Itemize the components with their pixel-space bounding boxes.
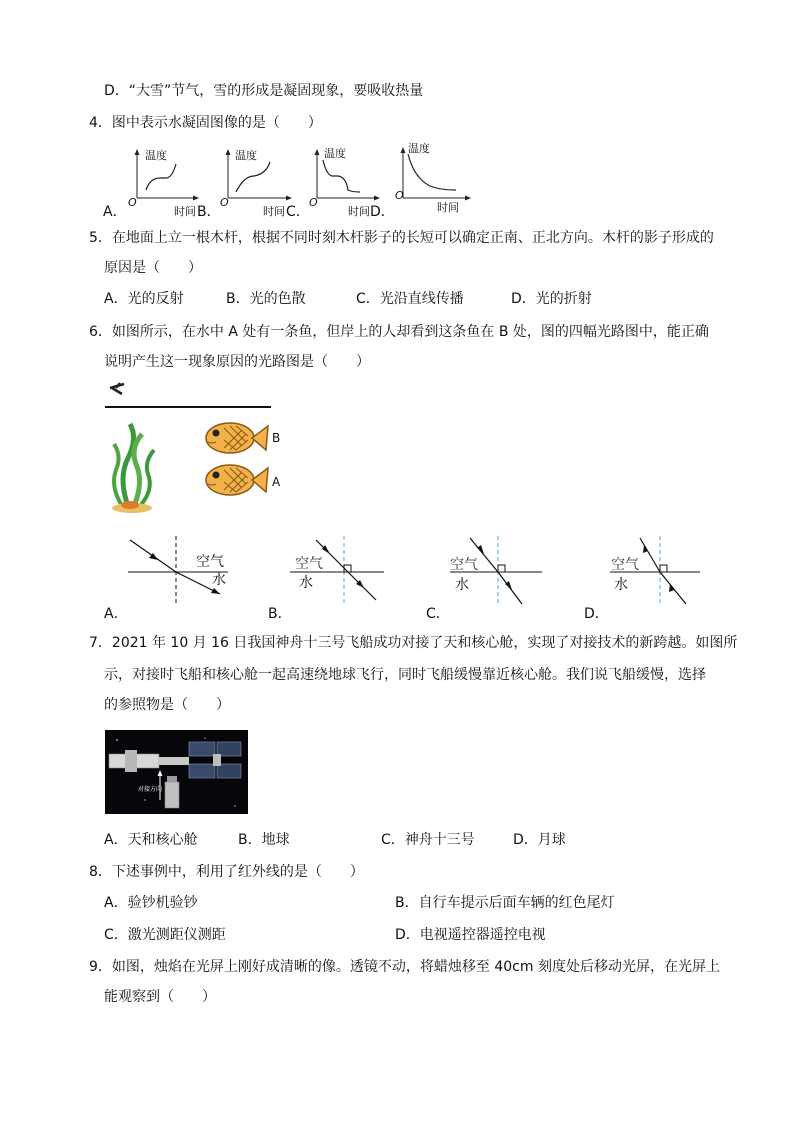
q6-d-air: 空气	[611, 557, 639, 573]
q7-stem-line2: 示，对接时飞船和核心舱一起高速绕地球飞行，同时飞船缓慢靠近核心舱。我们说飞船缓慢，选择	[104, 667, 706, 683]
q6-stem-line2: 说明产生这一现象原因的光路图是（ ）	[104, 354, 370, 370]
q6-fish-label-a: A	[272, 475, 281, 489]
q7-photo	[105, 730, 248, 814]
q8-option-b: B．自行车提示后面车辆的红色尾灯	[395, 895, 615, 911]
q8-option-a: A．验钞机验钞	[104, 895, 198, 911]
q8-stem: 8．下述事例中，利用了红外线的是（ ）	[89, 864, 364, 880]
q7-photo-caption: 对接方向	[138, 786, 163, 793]
q8-option-d: D．电视遥控器遥控电视	[395, 927, 546, 943]
q4-b-x-label: 时间	[263, 205, 285, 218]
q4-d-x-label: 时间	[437, 201, 459, 214]
q6-a-water: 水	[212, 572, 226, 588]
q6-light-paths	[0, 534, 794, 606]
q6-c-air: 空气	[450, 557, 478, 573]
q4-a-origin: O	[128, 196, 137, 209]
q6-d-water: 水	[614, 577, 628, 593]
q4-a-x-label: 时间	[174, 205, 196, 218]
q9-stem-line2: 能观察到（ ）	[104, 989, 216, 1005]
q4-label-b: B．	[197, 204, 221, 220]
q4-label-c: C．	[286, 204, 310, 220]
q5-stem-line1: 5．在地面上立一根木杆，根据不同时刻木杆影子的长短可以确定正南、正北方向。木杆的影子形成的	[89, 230, 714, 246]
q9-stem-line1: 9．如图，烛焰在光屏上刚好成清晰的像。透镜不动，将蜡烛移至 40cm 刻度处后移动光屏，在光屏上	[89, 959, 720, 975]
q4-a-y-label: 温度	[145, 149, 167, 162]
q4-c-y-label: 温度	[324, 147, 346, 160]
fish-b-icon	[206, 423, 268, 453]
q4-label-d: D．	[370, 204, 395, 220]
seaweed-icon	[112, 424, 154, 513]
q4-stem: 4．图中表示水凝固图像的是（ ）	[89, 115, 322, 131]
q7-option-a: A．天和核心舱	[104, 832, 198, 848]
fish-a-icon	[206, 465, 268, 495]
q5-stem-line2: 原因是（ ）	[104, 260, 202, 276]
q7-stem-line1: 7．2021 年 10 月 16 日我国神舟十三号飞船成功对接了天和核心舱，实现了对接技术的新跨越。如图所	[89, 635, 738, 651]
q3-option-d: D．“大雪”节气，雪的形成是凝固现象，要吸收热量	[104, 83, 424, 99]
q6-b-air: 空气	[295, 556, 323, 572]
q7-option-c: C．神舟十三号	[381, 832, 475, 848]
q4-b-origin: O	[220, 196, 229, 209]
q6-fish-label-b: B	[272, 431, 281, 445]
q4-b-y-label: 温度	[235, 149, 257, 162]
q5-option-c: C．光沿直线传播	[356, 291, 464, 307]
q6-c-water: 水	[455, 577, 469, 593]
q4-c-x-label: 时间	[348, 205, 370, 218]
q8-option-c: C．激光测距仪测距	[104, 927, 226, 943]
q6-label-a: A．	[104, 606, 128, 622]
q5-option-b: B．光的色散	[226, 291, 306, 307]
space-station-illustration	[105, 730, 248, 814]
q4-d-y-label: 温度	[408, 142, 430, 155]
q6-label-b: B．	[268, 606, 292, 622]
q5-option-a: A．光的反射	[104, 291, 184, 307]
q6-scene	[100, 378, 300, 518]
q5-option-d: D．光的折射	[511, 291, 592, 307]
q7-stem-line3: 的参照物是（ ）	[104, 697, 230, 713]
q4-d-origin: O	[395, 189, 404, 202]
eye-icon	[110, 383, 124, 394]
q6-a-air: 空气	[196, 554, 224, 570]
q7-option-d: D．月球	[513, 832, 566, 848]
q6-label-d: D．	[584, 606, 609, 622]
q6-label-c: C．	[426, 606, 450, 622]
q4-label-a: A．	[103, 204, 127, 220]
q6-stem-line1: 6．如图所示，在水中 A 处有一条鱼，但岸上的人却看到这条鱼在 B 处，图的四幅光路图中，能正确	[89, 324, 709, 340]
q4-c-origin: O	[309, 196, 318, 209]
q6-b-water: 水	[299, 575, 313, 591]
q7-option-b: B．地球	[238, 832, 290, 848]
